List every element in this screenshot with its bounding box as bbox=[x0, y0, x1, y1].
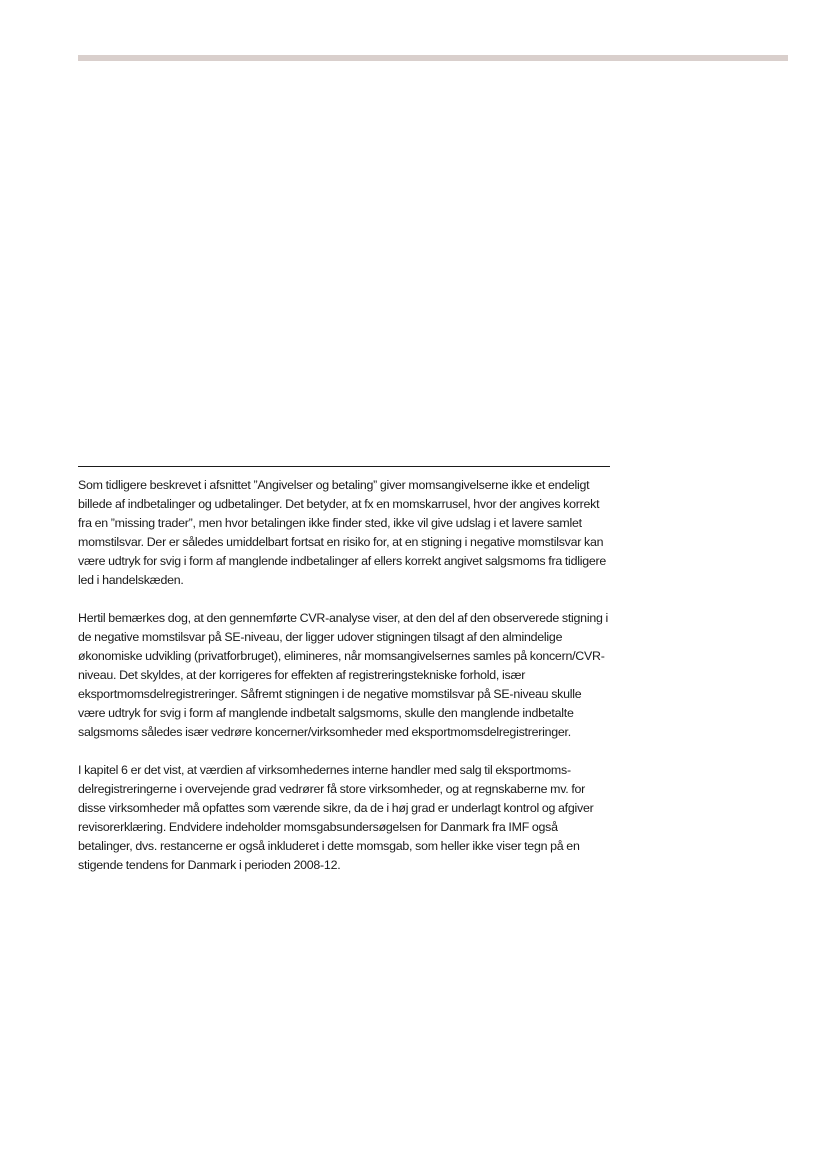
header-rule bbox=[78, 55, 788, 61]
paragraph: Som tidligere beskrevet i afsnittet ”Angivelser og betaling” giver momsangivelserne ikke et endeligt billede af indbetalinger og udbetalinger. Det betyder, at fx en momskarrusel, hvor der angives korrekt fra en ”missing trader”, men hvor betalingen ikke finder sted, ikke vil give udslag i et lavere samlet momstilsvar. Der er således umiddelbart fortsat en risiko for, at en stigning i negative momstilsvar kan være udtryk for svig i form af manglende indbetalinger af ellers korrekt angivet salgsmoms fra tidligere led i handelskæden. bbox=[78, 478, 607, 587]
body-text bbox=[78, 476, 610, 894]
paragraph: I kapitel 6 er det vist, at værdien af virksomhedernes interne handler med salg til eksportmoms-delregistreringerne i overvejende grad vedrører få store virksomheder, og at regnskaberne mv. for disse virksomheder må opfattes som værende sikre, da de i høj grad er underlagt kontrol og afgiver revisorerklæring. Endvidere indeholder momsgabsundersøgelsen for Danmark fra IMF også betalinger, dvs. restancerne er også inkluderet i dette momsgab, som heller ikke viser tegn på en stigende tendens for Danmark i perioden 2008-12. bbox=[78, 763, 594, 872]
paragraph: Hertil bemærkes dog, at den gennemførte CVR-analyse viser, at den del af den observerede stigning i de negative momstilsvar på SE-niveau, der ligger udover stigningen tilsagt af den almindelige økonomiske udvikling (privatforbruget), elimineres, når momsangivelsernes samles på koncern/CVR-niveau. Det skyldes, at der korrigeres for effekten af registreringstekniske forhold, især eksportmomsdelregistreringer. Såfremt stigningen i de negative momstilsvar på SE-niveau skulle være udtryk for svig i form af manglende indbetalt salgsmoms, skulle den manglende indbetalte salgsmoms således især vedrøre koncerner/virksomheder med eksportmomsdelregistreringer. bbox=[78, 611, 609, 739]
section-divider bbox=[78, 466, 610, 467]
